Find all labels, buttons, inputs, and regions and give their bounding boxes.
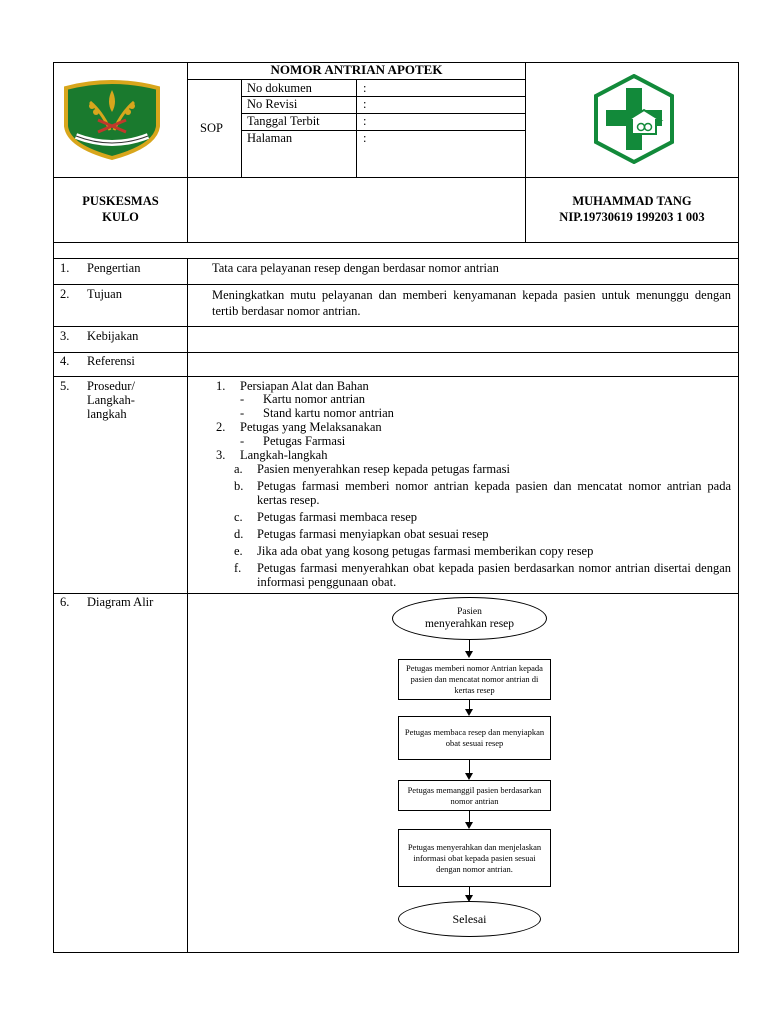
signer-name: MUHAMMAD TANG	[572, 194, 692, 208]
group-title: Langkah-langkah	[240, 448, 328, 462]
section-label: Referensi	[87, 354, 135, 368]
flow-step-box: Petugas memberi nomor Antrian kepada pasien dan mencatat nomor antrian di kertas resep	[398, 659, 551, 700]
section-number: 3.	[60, 329, 70, 343]
flow-end-oval	[398, 901, 541, 937]
step-letter: b.	[234, 479, 244, 493]
section-number: 1.	[60, 261, 70, 275]
org-name-line1: PUSKESMAS	[82, 194, 159, 208]
meta-label-no-revisi: No Revisi	[247, 97, 298, 111]
flow-arrowhead	[465, 773, 473, 780]
flow-step-box: Petugas membaca resep dan menyiapkan obat sesuai resep	[398, 716, 551, 760]
meta-label-halaman: Halaman	[247, 131, 293, 145]
step-letter: f.	[234, 561, 242, 575]
section-label-line: Langkah-	[87, 393, 135, 407]
org-name-line2: KULO	[102, 210, 139, 224]
list-dash: -	[240, 434, 245, 448]
group-title: Persiapan Alat dan Bahan	[240, 379, 369, 393]
section-label-line: langkah	[87, 407, 127, 421]
step-letter: e.	[234, 544, 243, 558]
flow-arrow	[469, 760, 470, 774]
step-text: Petugas farmasi memberi nomor antrian kepada pasien dan mencatat nomor antrian pada kertas resep.	[257, 479, 731, 507]
meta-label-tanggal-terbit: Tanggal Terbit	[247, 114, 320, 128]
section-number: 4.	[60, 354, 70, 368]
step-letter: d.	[234, 527, 244, 541]
step-text: Pasien menyerahkan resep kepada petugas farmasi	[257, 462, 511, 476]
section-number: 2.	[60, 287, 70, 301]
group-number: 1.	[216, 379, 226, 393]
signer-block	[526, 194, 738, 224]
section-text: Tata cara pelayanan resep dengan berdasar nomor antrian	[212, 261, 499, 275]
section-number: 6.	[60, 595, 70, 609]
list-item: Stand kartu nomor antrian	[263, 406, 394, 420]
flow-arrowhead	[465, 822, 473, 829]
flow-arrowhead	[465, 651, 473, 658]
list-item: Kartu nomor antrian	[263, 392, 366, 406]
group-number: 3.	[216, 448, 226, 462]
group-number: 2.	[216, 420, 226, 434]
meta-value-halaman: :	[363, 131, 367, 145]
flow-step-box: Petugas menyerahkan dan menjelaskan informasi obat kepada pasien sesuai dengan nomor antrian.	[398, 829, 551, 887]
puskesmas-cross-icon	[592, 74, 676, 164]
step-letter: a.	[234, 462, 243, 476]
list-dash: -	[240, 392, 245, 406]
section-label-line: Prosedur/	[87, 379, 135, 393]
section-label: Kebijakan	[87, 329, 139, 343]
regional-emblem-icon	[62, 80, 162, 160]
document-title: NOMOR ANTRIAN APOTEK	[270, 62, 443, 77]
meta-label-no-dokumen: No dokumen	[247, 81, 312, 95]
section-label: Pengertian	[87, 261, 141, 275]
meta-value-tanggal-terbit: :	[363, 114, 367, 128]
step-text: Petugas farmasi menyerahkan obat kepada pasien berdasarkan nomor antrian disertai dengan informasi penggunaan obat.	[257, 561, 731, 589]
list-dash: -	[240, 406, 245, 420]
step-text: Petugas farmasi membaca resep	[257, 510, 418, 524]
flow-start-oval	[392, 597, 547, 640]
step-text: Petugas farmasi menyiapkan obat sesuai resep	[257, 527, 489, 541]
flow-arrowhead	[465, 709, 473, 716]
flow-start-line1: Pasien	[457, 606, 482, 617]
section-label: Diagram Alir	[87, 595, 154, 609]
meta-value-no-revisi: :	[363, 97, 367, 111]
flow-start-line2: menyerahkan resep	[424, 617, 515, 630]
org-name	[54, 194, 187, 224]
group-title: Petugas yang Melaksanakan	[240, 420, 382, 434]
section-label	[87, 379, 135, 421]
list-item: Petugas Farmasi	[263, 434, 346, 448]
section-label: Tujuan	[87, 287, 122, 301]
sop-label: SOP	[200, 121, 223, 135]
flow-step-box: Petugas memanggil pasien berdasarkan nomor antrian	[398, 780, 551, 811]
flow-end-label: Selesai	[452, 912, 487, 926]
section-text: Meningkatkan mutu pelayanan dan memberi kenyamanan kepada pasien untuk menunggu dengan tertib berdasar nomor antrian.	[212, 288, 731, 318]
signer-nip: NIP.19730619 199203 1 003	[559, 210, 705, 224]
meta-value-no-dokumen: :	[363, 81, 367, 95]
section-number: 5.	[60, 379, 70, 393]
step-text: Jika ada obat yang kosong petugas farmasi memberikan copy resep	[257, 544, 594, 558]
step-letter: c.	[234, 510, 243, 524]
